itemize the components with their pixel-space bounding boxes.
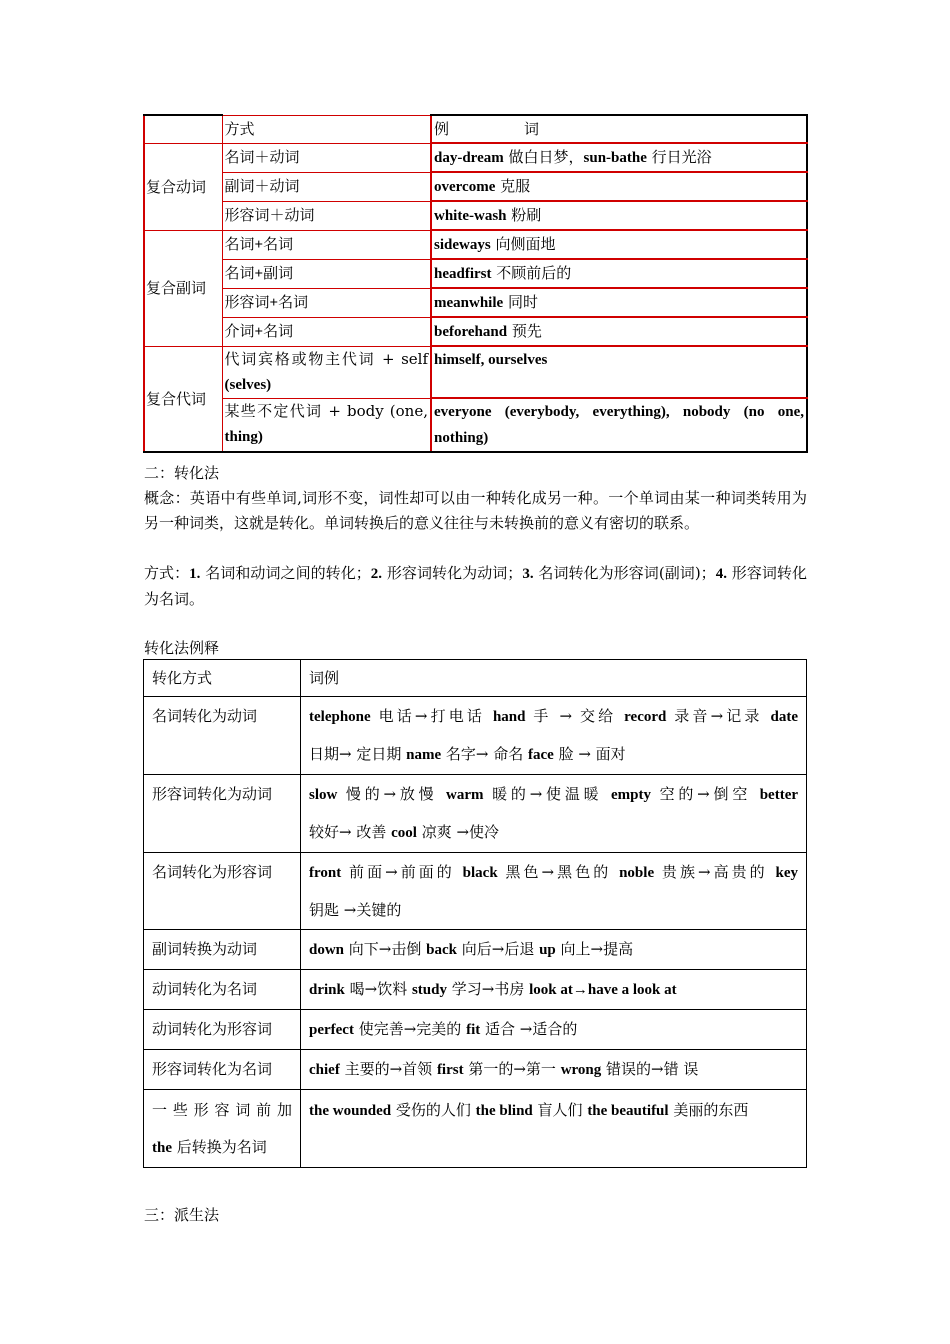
table-row xyxy=(144,1010,807,1050)
group-label-compound-verb: 复合动词 xyxy=(144,143,222,230)
table-header-method: 方式 xyxy=(222,115,431,143)
conversion-examples: drink 喝→饮料 study 学习→书房 look at→have a look at xyxy=(301,970,807,1010)
conversion-examples: the wounded 受伤的人们 the blind 盲人们 the beautiful 美丽的东西 xyxy=(301,1090,807,1168)
table-row xyxy=(144,1050,807,1090)
conversion-examples: slow 慢的→放慢 warm 暖的→使温暖 empty 空的→倒空 better 较好→ 改善 cool 凉爽 →使冷 xyxy=(301,775,807,853)
method-cell: 名词＋动词 xyxy=(222,143,431,172)
example-cell: himself, ourselves xyxy=(431,346,807,398)
methods-paragraph: 方式：1. 名词和动词之间的转化；2. 形容词转化为动词；3. 名词转化为形容词(副词)；4. 形容词转化为名词。 xyxy=(144,564,807,608)
example-cell: headfirst 不顾前后的 xyxy=(431,259,807,288)
section-heading-derivation: 三：派生法 xyxy=(144,1206,220,1224)
method-cell: 代词宾格或物主代词 + self (selves) xyxy=(222,346,431,398)
group-label-compound-pronoun: 复合代词 xyxy=(144,346,222,452)
method-cell: 名词+名词 xyxy=(222,230,431,259)
example-cell: everyone (everybody, everything), nobody (no one, nothing) xyxy=(431,398,807,452)
table-caption: 转化法例释 xyxy=(144,639,220,657)
table-row xyxy=(144,697,807,775)
conversion-examples: perfect 使完善→完美的 fit 适合 →适合的 xyxy=(301,1010,807,1050)
conversion-examples: front 前面→前面的 black 黑色→黑色的 noble 贵族→高贵的 key 钥匙 →关键的 xyxy=(301,853,807,930)
table2-header-type: 转化方式 xyxy=(144,660,301,697)
conversion-type: 副词转换为动词 xyxy=(144,930,301,970)
method-cell: 副词＋动词 xyxy=(222,172,431,201)
method-cell: 形容词＋动词 xyxy=(222,201,431,230)
conversion-examples-table xyxy=(143,659,807,1168)
method-cell: 介词+名词 xyxy=(222,317,431,346)
method-cell: 某些不定代词 + body (one, thing) xyxy=(222,398,431,452)
conversion-examples: telephone 电话→打电话 hand 手 → 交给 record 录音→记录 date 日期→ 定日期 name 名字→ 命名 face 脸 → 面对 xyxy=(301,697,807,775)
table-row xyxy=(144,970,807,1010)
method-cell: 形容词+名词 xyxy=(222,288,431,317)
table-row xyxy=(144,853,807,930)
table2-header-examples: 词例 xyxy=(301,660,807,697)
table-header-example: 例 词 xyxy=(431,115,807,143)
example-cell: white-wash 粉刷 xyxy=(431,201,807,230)
table-row xyxy=(144,930,807,970)
compound-words-table xyxy=(143,114,808,453)
conversion-examples: chief 主要的→首领 first 第一的→第一 wrong 错误的→错 误 xyxy=(301,1050,807,1090)
conversion-type: 动词转化为形容词 xyxy=(144,1010,301,1050)
example-cell: meanwhile 同时 xyxy=(431,288,807,317)
table-row xyxy=(144,775,807,853)
conversion-type: 动词转化为名词 xyxy=(144,970,301,1010)
section-heading-conversion: 二：转化法 xyxy=(144,464,220,482)
example-cell: overcome 克服 xyxy=(431,172,807,201)
conversion-type: 名词转化为形容词 xyxy=(144,853,301,930)
table-header-blank xyxy=(144,115,222,143)
conversion-examples: down 向下→击倒 back 向后→后退 up 向上→提高 xyxy=(301,930,807,970)
example-cell: day-dream 做白日梦，sun-bathe 行日光浴 xyxy=(431,143,807,172)
method-cell: 名词+副词 xyxy=(222,259,431,288)
conversion-type: 名词转化为动词 xyxy=(144,697,301,775)
conversion-type: 一些形容词前加 the 后转换为名词 xyxy=(144,1090,301,1168)
group-label-compound-adverb: 复合副词 xyxy=(144,230,222,346)
table-row xyxy=(144,1090,807,1168)
example-cell: beforehand 预先 xyxy=(431,317,807,346)
conversion-type: 形容词转化为动词 xyxy=(144,775,301,853)
example-cell: sideways 向侧面地 xyxy=(431,230,807,259)
concept-paragraph: 概念：英语中有些单词,词形不变，词性却可以由一种转化成另一种。一个单词由某一种词类转用为另一种词类，这就是转化。单词转换后的意义往往与未转换前的意义有密切的联系。 xyxy=(144,489,807,532)
conversion-type: 形容词转化为名词 xyxy=(144,1050,301,1090)
